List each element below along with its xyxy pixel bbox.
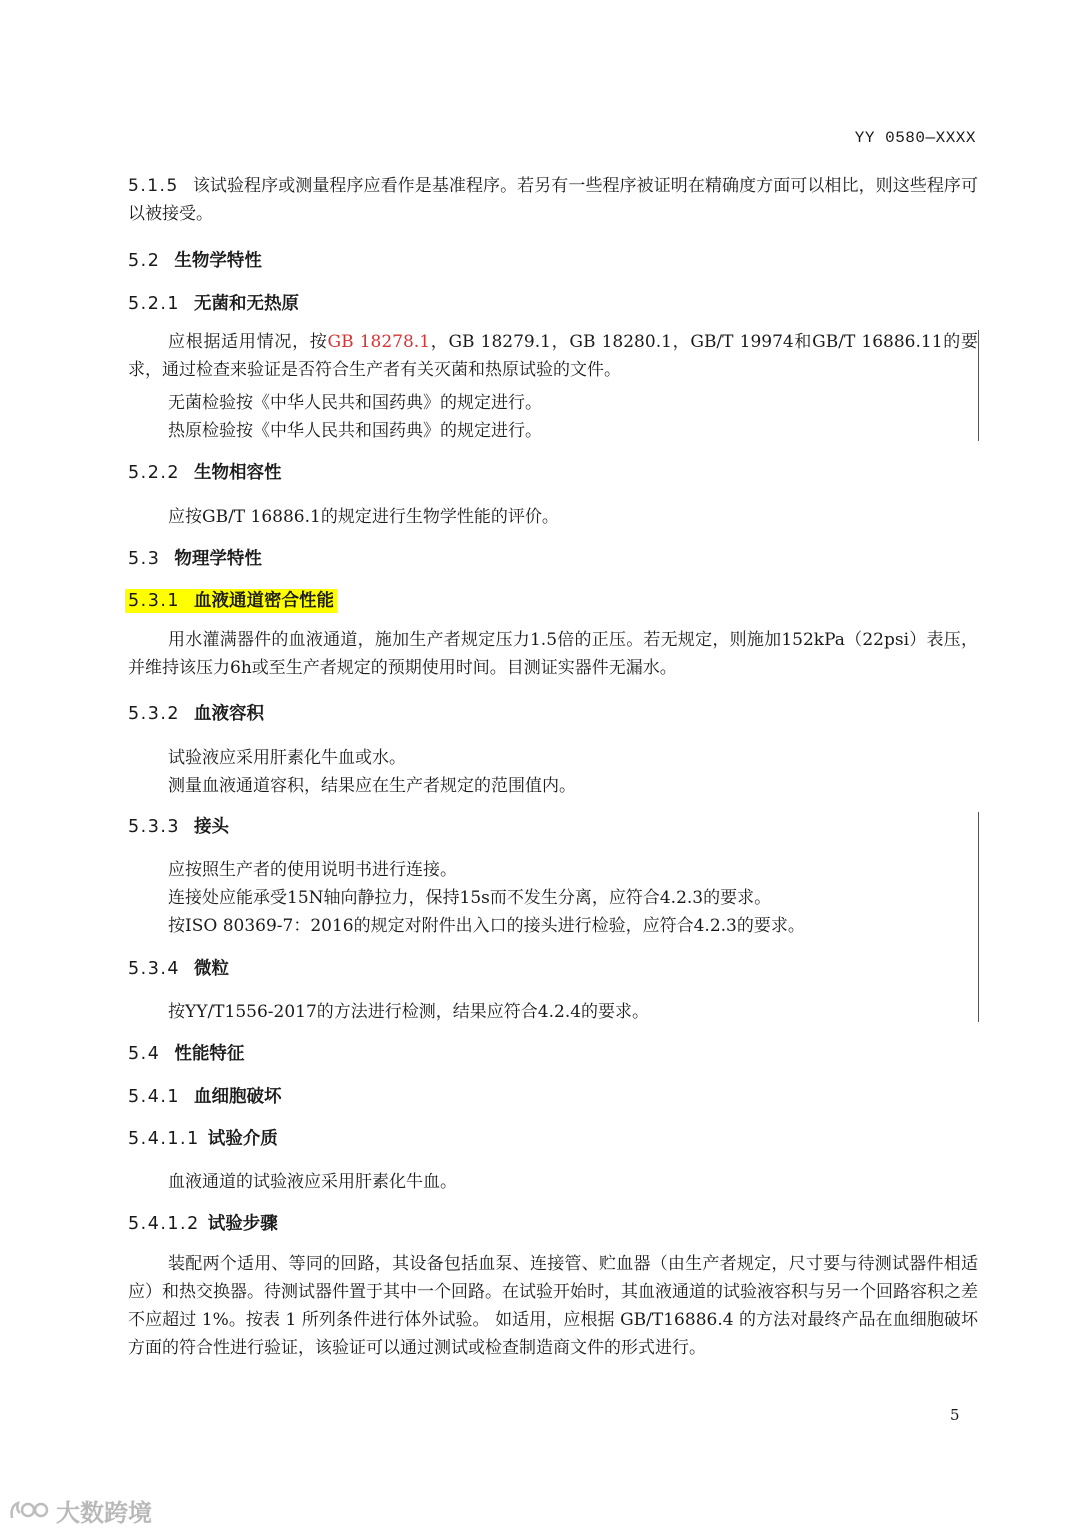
section-number: 5.3.3 [128,817,181,837]
highlight-mark [125,589,337,613]
section-number: 5.3 [128,549,161,569]
section-number: 5.2 [128,251,161,271]
section-title: 试验步骤 [207,1214,278,1234]
section-title: 接头 [194,817,230,837]
paragraph-test-liquid: 试验液应采用肝素化牛血或水。 [168,748,406,768]
heading-5-3-2 [128,700,264,725]
text-run: ，GB 18279.1，GB 18280.1，GB/T 19974和GB/T 16886.11的要求，通过检查来验证是否符合生产者有关灭菌和热原试验的文件。 [128,332,978,380]
section-title: 血液通道密合性能 [194,591,335,611]
section-title: 性能特征 [174,1044,245,1064]
section-title: 血细胞破坏 [194,1087,282,1107]
section-title: 生物相容性 [194,463,282,483]
section-title: 无菌和无热原 [194,294,300,314]
heading-5-4-1-1 [128,1125,278,1150]
text-run: 应根据适用情况，按 [168,332,328,352]
paragraph-particles: 按YY/T1556-2017的方法进行检测，结果应符合4.2.4的要求。 [168,1002,650,1022]
paragraph-test-medium: 血液通道的试验液应采用肝素化牛血。 [168,1172,457,1192]
paragraph-connection: 应按照生产者的使用说明书进行连接。 [168,860,457,880]
document-number: YY 0580—XXXX [854,129,976,147]
watermark [8,1493,152,1528]
paragraph-pyrogen: 热原检验按《中华人民共和国药典》的规定进行。 [168,421,542,441]
section-number: 5.3.4 [128,959,181,979]
paragraph-tension: 连接处应能承受15N轴向静拉力，保持15s而不发生分离，应符合4.2.3的要求。 [168,888,772,908]
paragraph-sealing: 用水灌满器件的血液通道，施加生产者规定压力1.5倍的正压。若无规定，则施加152kPa（22psi）表压，并维持该压力6h或至生产者规定的预期使用时间。目测证实器件无漏水。 [128,630,978,678]
paragraph-test-steps: 装配两个适用、等同的回路，其设备包括血泵、连接管、贮血器（由生产者规定，尺寸要与待测试器件相适应）和热交换器。待测试器件置于其中一个回路。在试验开始时，其血液通道的试验液容积与另一个回路容积之差不应超过 1%。按表 1 所列条件进行体外试验。 如适用，应根据 GB/T16886.4 的方法对最终产品在血细胞破坏方面的符合性进行验证，该验证可以通过测试或检查制造商文件的形式进行。 [128,1254,978,1358]
section-title: 试验介质 [207,1129,278,1149]
section-title: 微粒 [194,959,230,979]
heading-5-3-3 [128,813,229,838]
heading-5-2-2 [128,459,282,484]
reference-link[interactable]: GB 18278.1 [327,332,431,352]
section-number: 5.1.5 [128,176,179,196]
section-title: 物理学特性 [174,549,262,569]
section-number: 5.4.1.1 [128,1129,200,1149]
paragraph-iso: 按ISO 80369-7：2016的规定对附件出入口的接头进行检验，应符合4.2.3的要求。 [168,916,805,936]
heading-5-4-1 [128,1083,282,1108]
section-number: 5.3.2 [128,704,181,724]
paragraph-biocompat: 应按GB/T 16886.1的规定进行生物学性能的评价。 [168,507,559,527]
paragraph-sterility: 无菌检验按《中华人民共和国药典》的规定进行。 [168,393,542,413]
section-number: 5.4 [128,1044,161,1064]
heading-5-3 [128,545,262,570]
paragraph-volume: 测量血液通道容积，结果应在生产者规定的范围值内。 [168,776,576,796]
heading-5-2 [128,247,262,272]
heading-5-4 [128,1040,244,1065]
heading-5-4-1-2 [128,1210,278,1235]
revision-bar [978,330,979,441]
section-title: 血液容积 [194,704,265,724]
revision-bar [978,812,979,1022]
section-number: 5.2.1 [128,294,181,314]
heading-5-3-4 [128,955,229,980]
section-number: 5.4.1 [128,1087,181,1107]
heading-5-3-1 [128,587,337,612]
watermark-text: 大数跨境 [56,1499,152,1527]
section-title: 生物学特性 [174,251,262,271]
paragraph-text: 该试验程序或测量程序应看作是基准程序。若另有一些程序被证明在精确度方面可以相比，则这些程序可以被接受。 [128,176,978,224]
section-number: 5.2.2 [128,463,181,483]
heading-5-2-1 [128,290,299,315]
watermark-logo-icon [8,1498,52,1524]
page-number: 5 [950,1406,960,1424]
section-number: 5.4.1.2 [128,1214,200,1234]
section-number: 5.3.1 [128,591,181,611]
paragraph-5-2-1-standards [128,328,978,384]
paragraph-5-1-5 [128,172,978,228]
